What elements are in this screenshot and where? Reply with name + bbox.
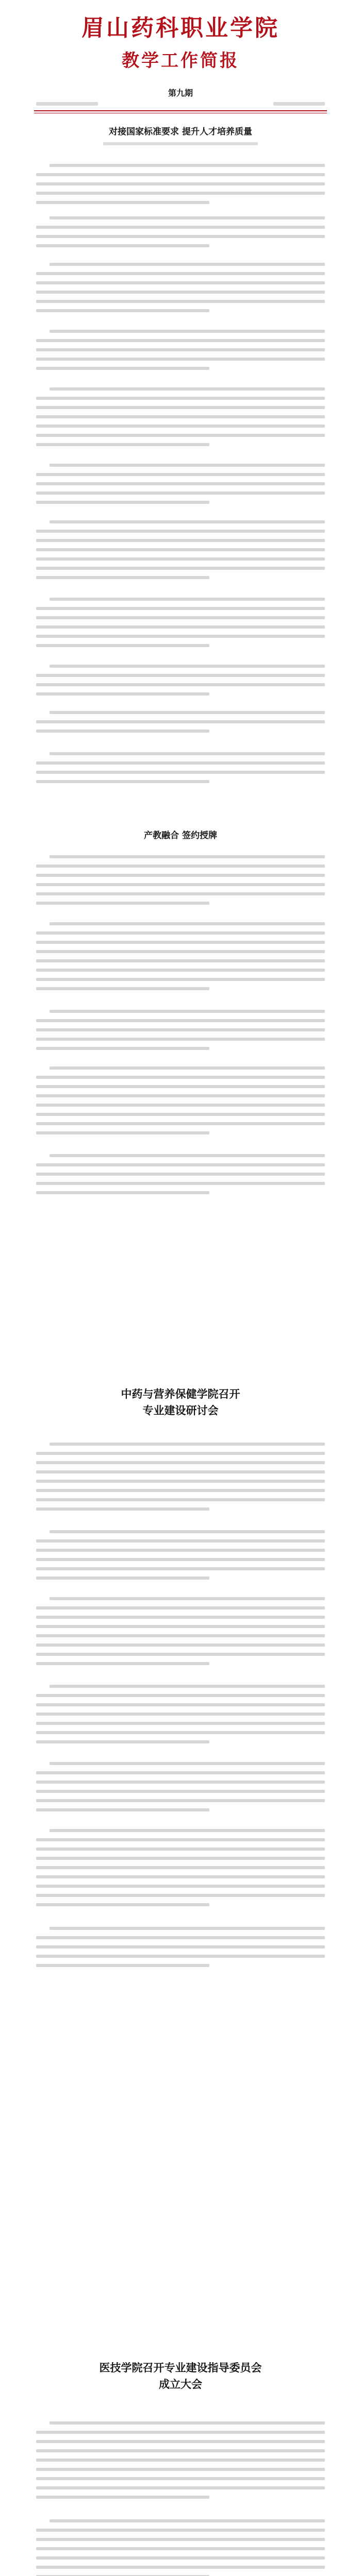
section-4-title-line2: 成立大会 (159, 2377, 202, 2391)
paragraph (36, 1597, 325, 1671)
paragraph (36, 855, 325, 911)
masthead-meta-left (36, 102, 98, 106)
paragraph (36, 216, 325, 253)
section-4-title (31, 2360, 330, 2392)
section-3-title-line1: 中药与营养保健学院召开 (121, 1387, 240, 1400)
paragraph (36, 387, 325, 452)
paragraph (36, 263, 325, 318)
masthead-divider-thick (34, 110, 327, 111)
paragraph (36, 1443, 325, 1517)
paragraph (36, 1154, 325, 1200)
paragraph (36, 1762, 325, 1818)
section-3-title (31, 1386, 330, 1418)
section-1-title: 对接国家标准要求 提升人才培养质量 (109, 127, 252, 137)
masthead-meta-right (273, 102, 325, 106)
paragraph (36, 1829, 325, 1912)
paragraph (36, 1927, 325, 1973)
paragraph (36, 922, 325, 996)
issue-number: 第九期 (168, 88, 193, 98)
paragraph (36, 1530, 325, 1586)
section-1-subtitle-placeholder (103, 142, 258, 145)
paragraph (36, 2421, 325, 2505)
paragraph (36, 598, 325, 653)
section-4-title-line1: 医技学院召开专业建设指导委员会 (99, 2361, 262, 2374)
paragraph (36, 1010, 325, 1056)
section-3-title-line2: 专业建设研讨会 (142, 1403, 219, 1417)
paragraph (36, 464, 325, 510)
paragraph (36, 1066, 325, 1141)
paragraph (36, 665, 325, 702)
paragraph (36, 1685, 325, 1750)
paragraph (36, 164, 325, 210)
masthead-subtitle: 教学工作简报 (122, 50, 239, 71)
masthead-title: 眉山药科职业学院 (81, 15, 280, 41)
paragraph (36, 330, 325, 376)
paragraph (36, 520, 325, 585)
paragraph (36, 711, 325, 739)
paragraph (36, 752, 325, 789)
section-2-title: 产教融合 签约授牌 (144, 831, 217, 841)
paragraph (36, 2519, 325, 2576)
